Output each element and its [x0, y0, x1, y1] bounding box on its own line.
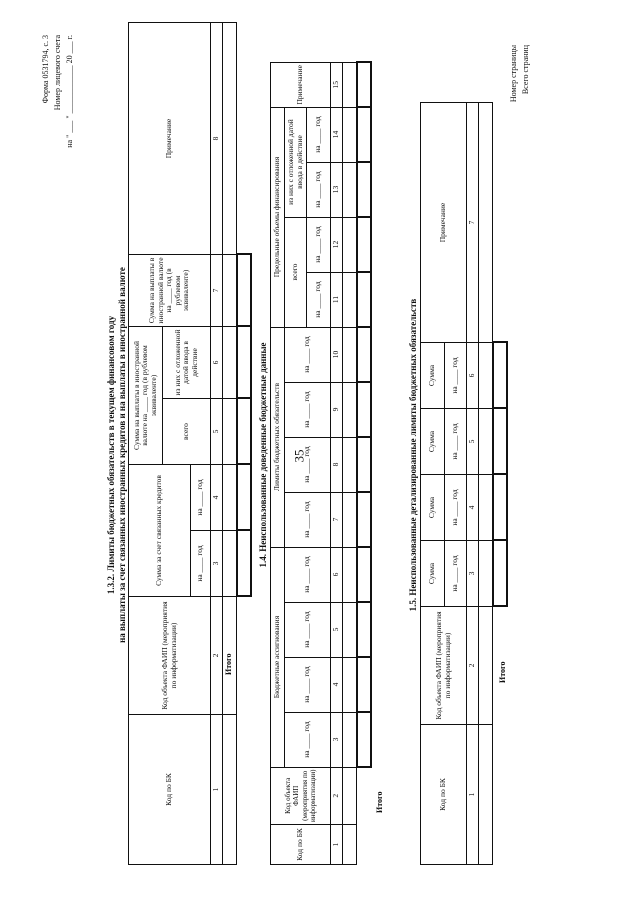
cell: [343, 107, 357, 162]
col-note: Примечание: [421, 103, 467, 343]
col-bk: Код по БК: [421, 725, 467, 865]
cell: [479, 409, 493, 475]
total-cell: [493, 475, 507, 541]
num: 3: [211, 531, 223, 597]
cell: [343, 767, 357, 824]
cell: [343, 162, 357, 217]
num: 2: [331, 767, 343, 824]
col-year: на ____ год: [285, 382, 331, 437]
section-132-title-line1: 1.3.2. Лимиты бюджетных обязательств в текущем финансовом году: [106, 315, 116, 595]
cell: [223, 465, 237, 531]
cell: [223, 327, 237, 399]
total-cell: [357, 327, 371, 382]
total-cell: [493, 541, 507, 607]
col-total: всего: [163, 399, 211, 465]
cell: [223, 255, 237, 327]
cell: [479, 343, 493, 409]
col-year: на ____ год: [307, 272, 331, 327]
num: 4: [467, 475, 479, 541]
num: 2: [211, 597, 223, 715]
total-cell: [357, 712, 371, 767]
num: 9: [331, 382, 343, 437]
total-pages-label: Всего страниц: [521, 45, 530, 95]
cell: [343, 825, 357, 865]
total-cell: [357, 382, 371, 437]
num: 3: [467, 541, 479, 607]
col-bk: Код по БК: [129, 715, 211, 865]
date-line: на " ___ " ____________ 20 ___ г.: [65, 35, 74, 148]
col-year: на ____ год: [285, 547, 331, 602]
section-132-title: [106, 155, 129, 755]
num: 11: [331, 272, 343, 327]
page-number: 35: [291, 449, 307, 463]
form-header: [40, 35, 76, 265]
num: 1: [467, 725, 479, 865]
col-year-1: на ____ год: [191, 531, 211, 597]
cell: [223, 715, 237, 865]
num: 14: [331, 107, 343, 162]
total-cell: [237, 399, 251, 465]
num: 5: [331, 602, 343, 657]
num: 5: [211, 399, 223, 465]
col-year: на ____ год: [307, 107, 331, 162]
total-cell: [237, 531, 251, 597]
num: 13: [331, 162, 343, 217]
col-year: на ____ год: [445, 409, 467, 475]
num: 4: [211, 465, 223, 531]
cell: [343, 712, 357, 767]
cell: [343, 382, 357, 437]
col-foreign: Сумма на выплаты в иностранной валюте на ____ год (в рублевом эквиваленте): [129, 327, 163, 465]
num: 12: [331, 217, 343, 272]
num: 1: [211, 715, 223, 865]
section-132-table: [128, 22, 252, 865]
num: 2: [467, 607, 479, 725]
col-faip: Код объекта ФАИП (мероприятия по информатизации): [271, 767, 331, 824]
col-year: на ____ год: [445, 475, 467, 541]
cell: [223, 531, 237, 597]
num: 7: [331, 492, 343, 547]
cell: [223, 23, 237, 255]
num: 1: [331, 825, 343, 865]
cell: [343, 602, 357, 657]
section-132-title-line2: на выплаты за счет связанных иностранных кредитов и на выплаты в иностранной валюте: [117, 267, 128, 643]
total-cell: [237, 465, 251, 531]
total-cell: [357, 657, 371, 712]
col-sum: Сумма: [421, 475, 445, 541]
cell: [223, 399, 237, 465]
col-pred-total: всего: [285, 217, 307, 327]
total-cell: [237, 327, 251, 399]
cell: [343, 272, 357, 327]
col-assign: Бюджетные ассигнования: [271, 547, 285, 767]
col-note: Примечание: [271, 63, 331, 108]
col-pred-def: из них с отложенной датой ввода в действие: [285, 107, 307, 217]
total-cell: [357, 602, 371, 657]
col-sum: Сумма: [421, 343, 445, 409]
col-sum: Сумма: [421, 541, 445, 607]
total-cell: [493, 343, 507, 409]
col-year-2: на ____ год: [191, 465, 211, 531]
form-code: Форма 0531794, с. 3: [41, 35, 50, 104]
col-faip: Код объекта ФАИП (мероприятия по информатизации): [129, 597, 211, 715]
section-15-total: Итого: [498, 661, 507, 683]
num: 6: [211, 327, 223, 399]
num: 7: [211, 255, 223, 327]
col-sum: Сумма: [421, 409, 445, 475]
section-14-title: 1.4. Неиспользованные доведенные бюджетные данные: [258, 342, 268, 568]
col-year: на ____ год: [285, 602, 331, 657]
cell: [479, 607, 493, 725]
num: 5: [467, 409, 479, 475]
col-deferred: из них с отложенной датой ввода в действие: [163, 327, 211, 399]
cell: [479, 103, 493, 343]
section-15-title: 1.5. Неиспользованные детализированные лимиты бюджетных обязательств: [408, 298, 418, 612]
cell: [479, 475, 493, 541]
cell: [343, 217, 357, 272]
cell: [479, 541, 493, 607]
section-132-total: Итого: [224, 653, 233, 675]
num: 6: [467, 343, 479, 409]
total-cell: [357, 63, 371, 108]
num: 8: [211, 23, 223, 255]
num: 8: [331, 437, 343, 492]
total-cell: [357, 217, 371, 272]
total-cell: [357, 492, 371, 547]
cell: [343, 657, 357, 712]
col-year: на ____ год: [285, 657, 331, 712]
col-year: на ____ год: [307, 162, 331, 217]
total-cell: [237, 255, 251, 327]
page-label: Номер страницы: [509, 45, 518, 103]
col-faip: Код объекта ФАИП (мероприятия по информатизации): [421, 607, 467, 725]
num: 10: [331, 327, 343, 382]
col-year: на ____ год: [285, 492, 331, 547]
total-cell: [357, 437, 371, 492]
account-label: Номер лицевого счета: [53, 35, 62, 111]
cell: [343, 63, 357, 108]
section-15-table: [420, 102, 508, 865]
num: 4: [331, 657, 343, 712]
cell: [479, 725, 493, 865]
cell: [343, 492, 357, 547]
col-year: на ____ год: [285, 712, 331, 767]
col-note: Примечание: [129, 23, 211, 255]
total-cell: [493, 409, 507, 475]
section-14-total: Итого: [375, 791, 384, 813]
section-14-table: [270, 62, 372, 866]
page-footer: [508, 45, 532, 245]
col-year: на ____ год: [445, 343, 467, 409]
num: 15: [331, 63, 343, 108]
num: 3: [331, 712, 343, 767]
col-currency: Сумма на выплаты в иностранной валюте на ____ год (в рублевом эквиваленте): [129, 255, 211, 327]
num: 6: [331, 547, 343, 602]
col-credits: Сумма за счет связанных кредитов: [129, 465, 191, 597]
cell: [343, 437, 357, 492]
col-bk: Код по БК: [271, 825, 331, 865]
col-limits: Лимиты бюджетных обязательств: [271, 327, 285, 547]
total-cell: [357, 272, 371, 327]
total-cell: [357, 547, 371, 602]
cell: [343, 547, 357, 602]
col-year: на ____ год: [285, 327, 331, 382]
total-cell: [357, 162, 371, 217]
col-year: на ____ год: [445, 541, 467, 607]
col-pred: Предельные объемы финансирования: [271, 107, 285, 327]
col-year: на ____ год: [285, 437, 331, 492]
col-year: на ____ год: [307, 217, 331, 272]
total-cell: [357, 107, 371, 162]
num: 7: [467, 103, 479, 343]
cell: [343, 327, 357, 382]
